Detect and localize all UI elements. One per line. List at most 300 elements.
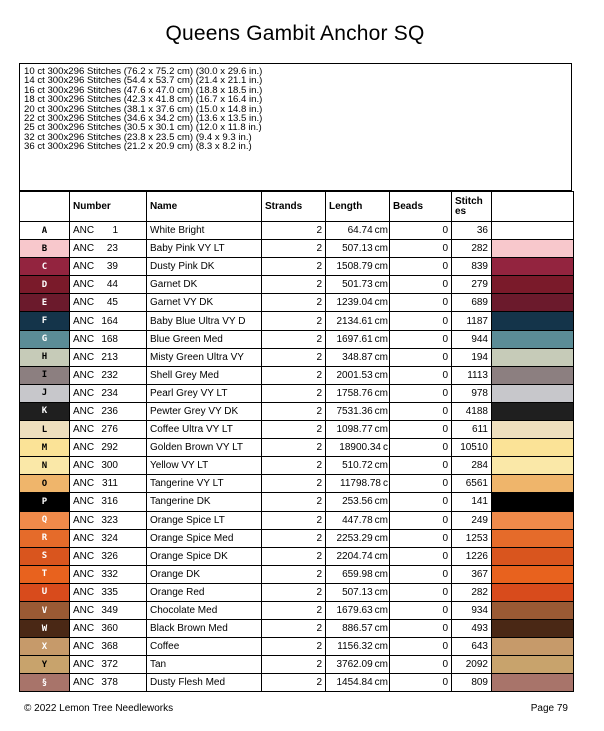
symbol-cell: M: [20, 439, 70, 457]
symbol-cell: X: [20, 638, 70, 656]
length-cell: [326, 565, 390, 583]
length-unit: c: [383, 478, 388, 490]
header-symbol: [20, 192, 70, 222]
color-swatch: [492, 493, 574, 511]
strands-cell: 2: [262, 312, 326, 330]
table-header-row: [20, 192, 574, 222]
strands-cell: 2: [262, 258, 326, 276]
symbol-cell: K: [20, 402, 70, 420]
thread-number-cell: [70, 402, 147, 420]
thread-number: 332: [101, 568, 118, 580]
length-unit: cm: [374, 297, 388, 309]
thread-number: 372: [101, 659, 118, 671]
thread-number-cell: [70, 620, 147, 638]
brand-label: ANC: [73, 532, 95, 544]
length-value: 2134.61: [336, 315, 373, 327]
brand-label: ANC: [73, 442, 95, 454]
thread-name-cell: Pearl Grey VY LT: [147, 384, 262, 402]
thread-number: 300: [101, 460, 118, 472]
strands-cell: 2: [262, 439, 326, 457]
thread-number-cell: [70, 511, 147, 529]
thread-number-cell: [70, 312, 147, 330]
strands-cell: 2: [262, 601, 326, 619]
brand-label: ANC: [73, 568, 95, 580]
thread-number: 45: [106, 297, 118, 309]
color-swatch: [492, 294, 574, 312]
symbol-cell: E: [20, 294, 70, 312]
thread-number-cell: [70, 276, 147, 294]
thread-name-cell: Orange Red: [147, 583, 262, 601]
thread-name-cell: Orange Spice DK: [147, 547, 262, 565]
length-value: 1679.63: [336, 605, 373, 617]
stitches-cell: 934: [452, 601, 492, 619]
thread-number: 168: [101, 333, 118, 345]
header-strands: Strands: [262, 192, 326, 222]
length-unit: cm: [374, 514, 388, 526]
copyright: © 2022 Lemon Tree Needleworks: [24, 703, 174, 714]
symbol-cell: §: [20, 674, 70, 692]
brand-label: ANC: [73, 586, 95, 598]
table-row: [20, 384, 574, 402]
length-value: 1697.61: [336, 333, 373, 345]
length-unit: cm: [374, 243, 388, 255]
color-swatch: [492, 384, 574, 402]
length-cell: [326, 240, 390, 258]
brand-label: ANC: [73, 460, 95, 472]
stitches-cell: 279: [452, 276, 492, 294]
stitches-cell: 1253: [452, 529, 492, 547]
thread-name-cell: Garnet DK: [147, 276, 262, 294]
length-value: 510.72: [342, 460, 373, 472]
length-value: 1098.77: [336, 424, 373, 436]
length-unit: cm: [374, 623, 388, 635]
thread-name-cell: Tan: [147, 656, 262, 674]
symbol-cell: O: [20, 475, 70, 493]
length-value: 447.78: [342, 514, 373, 526]
length-value: 1156.32: [337, 641, 373, 653]
brand-label: ANC: [73, 641, 95, 653]
thread-number-cell: [70, 638, 147, 656]
thread-number: 326: [101, 550, 118, 562]
thread-name-cell: Tangerine VY LT: [147, 475, 262, 493]
thread-number: 44: [106, 279, 118, 291]
symbol-cell: T: [20, 565, 70, 583]
header-length: Length: [326, 192, 390, 222]
color-swatch: [492, 276, 574, 294]
strands-cell: 2: [262, 294, 326, 312]
header-stitches-line2: es: [455, 205, 467, 217]
thread-name-cell: Shell Grey Med: [147, 366, 262, 384]
length-unit: cm: [374, 261, 388, 273]
color-swatch: [492, 674, 574, 692]
stitches-cell: 1226: [452, 547, 492, 565]
table-row: [20, 620, 574, 638]
table-row: [20, 457, 574, 475]
fabric-sizes-box: [19, 63, 572, 191]
table-row: [20, 439, 574, 457]
thread-name-cell: Golden Brown VY LT: [147, 439, 262, 457]
color-swatch: [492, 565, 574, 583]
symbol-cell: N: [20, 457, 70, 475]
thread-number-cell: [70, 330, 147, 348]
symbol-cell: V: [20, 601, 70, 619]
brand-label: ANC: [73, 351, 95, 363]
length-cell: [326, 475, 390, 493]
length-unit: cm: [374, 387, 388, 399]
thread-name-cell: Blue Green Med: [147, 330, 262, 348]
stitches-cell: 643: [452, 638, 492, 656]
length-unit: cm: [374, 568, 388, 580]
color-swatch: [492, 601, 574, 619]
length-cell: [326, 511, 390, 529]
length-unit: cm: [374, 641, 388, 653]
length-cell: [326, 457, 390, 475]
thread-name-cell: Orange DK: [147, 565, 262, 583]
thread-number-cell: [70, 656, 147, 674]
color-swatch: [492, 583, 574, 601]
strands-cell: 2: [262, 674, 326, 692]
length-cell: [326, 366, 390, 384]
brand-label: ANC: [73, 424, 95, 436]
stitches-cell: 6561: [452, 475, 492, 493]
stitches-cell: 978: [452, 384, 492, 402]
brand-label: ANC: [73, 659, 95, 671]
beads-cell: 0: [390, 674, 452, 692]
symbol-cell: W: [20, 620, 70, 638]
symbol-cell: J: [20, 384, 70, 402]
strands-cell: 2: [262, 402, 326, 420]
beads-cell: 0: [390, 457, 452, 475]
length-value: 1454.84: [336, 677, 373, 689]
table-row: [20, 240, 574, 258]
thread-number-cell: [70, 384, 147, 402]
page-title: Queens Gambit Anchor SQ: [165, 22, 425, 45]
thread-number: 213: [101, 351, 118, 363]
stitches-cell: 249: [452, 511, 492, 529]
stitches-cell: 944: [452, 330, 492, 348]
table-row: [20, 222, 574, 240]
length-unit: cm: [374, 315, 388, 327]
color-swatch: [492, 529, 574, 547]
color-swatch: [492, 421, 574, 439]
length-cell: [326, 583, 390, 601]
thread-table: [19, 191, 574, 692]
stitches-cell: 493: [452, 620, 492, 638]
header-stitches-line1: Stitch: [455, 195, 483, 207]
length-value: 1508.79: [336, 261, 373, 273]
table-row: [20, 674, 574, 692]
strands-cell: 2: [262, 511, 326, 529]
thread-name-cell: Dusty Pink DK: [147, 258, 262, 276]
color-swatch: [492, 222, 574, 240]
stitches-cell: 2092: [452, 656, 492, 674]
length-value: 886.57: [342, 623, 373, 635]
color-swatch: [492, 330, 574, 348]
thread-number-cell: [70, 601, 147, 619]
color-swatch: [492, 638, 574, 656]
length-cell: [326, 439, 390, 457]
thread-number-cell: [70, 421, 147, 439]
thread-number: 1: [112, 225, 118, 237]
beads-cell: 0: [390, 276, 452, 294]
length-unit: cm: [374, 677, 388, 689]
symbol-cell: D: [20, 276, 70, 294]
beads-cell: 0: [390, 620, 452, 638]
thread-number: 292: [101, 442, 118, 454]
beads-cell: 0: [390, 258, 452, 276]
length-cell: [326, 384, 390, 402]
table-row: [20, 565, 574, 583]
length-value: 501.73: [342, 279, 373, 291]
fabric-size-line: 10 ct 300x296 Stitches (76.2 x 75.2 cm) (30.0 x 29.6 in.): [24, 66, 263, 77]
beads-cell: 0: [390, 222, 452, 240]
length-value: 507.13: [342, 586, 373, 598]
table-row: [20, 511, 574, 529]
thread-number: 232: [101, 369, 118, 381]
color-swatch: [492, 348, 574, 366]
brand-label: ANC: [73, 225, 95, 237]
brand-label: ANC: [73, 605, 95, 617]
beads-cell: 0: [390, 384, 452, 402]
symbol-cell: F: [20, 312, 70, 330]
stitches-cell: 689: [452, 294, 492, 312]
brand-label: ANC: [73, 514, 95, 526]
beads-cell: 0: [390, 366, 452, 384]
thread-number-cell: [70, 439, 147, 457]
beads-cell: 0: [390, 656, 452, 674]
length-value: 7531.36: [336, 405, 373, 417]
symbol-cell: A: [20, 222, 70, 240]
length-unit: c: [383, 442, 388, 454]
fabric-size-line: 18 ct 300x296 Stitches (42.3 x 41.8 cm) (16.7 x 16.4 in.): [24, 94, 263, 106]
brand-label: ANC: [73, 369, 95, 381]
strands-cell: 2: [262, 330, 326, 348]
length-cell: [326, 330, 390, 348]
beads-cell: 0: [390, 402, 452, 420]
page-number: Page 79: [530, 703, 568, 714]
header-name: Name: [147, 192, 262, 222]
thread-name-cell: Black Brown Med: [147, 620, 262, 638]
length-value: 2204.74: [336, 550, 373, 562]
thread-number-cell: [70, 493, 147, 511]
length-unit: cm: [374, 496, 388, 508]
thread-name-cell: Baby Pink VY LT: [147, 240, 262, 258]
strands-cell: 2: [262, 421, 326, 439]
length-unit: cm: [374, 532, 388, 544]
strands-cell: 2: [262, 240, 326, 258]
color-swatch: [492, 620, 574, 638]
thread-name-cell: Misty Green Ultra VY: [147, 348, 262, 366]
table-row: [20, 656, 574, 674]
strands-cell: 2: [262, 384, 326, 402]
color-swatch: [492, 402, 574, 420]
fabric-size-line: 32 ct 300x296 Stitches (23.8 x 23.5 cm) (9.4 x 9.3 in.): [24, 131, 252, 143]
length-cell: [326, 258, 390, 276]
length-value: 659.98: [342, 568, 373, 580]
thread-number: 324: [101, 532, 118, 544]
beads-cell: 0: [390, 240, 452, 258]
thread-number-cell: [70, 565, 147, 583]
beads-cell: 0: [390, 493, 452, 511]
table-row: [20, 402, 574, 420]
beads-cell: 0: [390, 294, 452, 312]
length-unit: cm: [374, 333, 388, 345]
color-swatch: [492, 475, 574, 493]
length-cell: [326, 656, 390, 674]
thread-number-cell: [70, 222, 147, 240]
thread-number-cell: [70, 258, 147, 276]
length-cell: [326, 348, 390, 366]
table-row: [20, 312, 574, 330]
length-unit: cm: [374, 369, 388, 381]
symbol-cell: I: [20, 366, 70, 384]
table-row: [20, 366, 574, 384]
thread-name-cell: Dusty Flesh Med: [147, 674, 262, 692]
thread-number: 236: [101, 405, 118, 417]
stitches-cell: 1187: [452, 312, 492, 330]
thread-number-cell: [70, 547, 147, 565]
color-swatch: [492, 656, 574, 674]
beads-cell: 0: [390, 312, 452, 330]
length-cell: [326, 222, 390, 240]
fabric-size-line: 16 ct 300x296 Stitches (47.6 x 47.0 cm) (18.8 x 18.5 in.): [24, 84, 263, 96]
thread-name-cell: White Bright: [147, 222, 262, 240]
stitches-cell: 839: [452, 258, 492, 276]
thread-number-cell: [70, 348, 147, 366]
beads-cell: 0: [390, 511, 452, 529]
length-value: 11798.78: [340, 478, 381, 490]
beads-cell: 0: [390, 439, 452, 457]
length-cell: [326, 638, 390, 656]
length-cell: [326, 402, 390, 420]
length-cell: [326, 294, 390, 312]
thread-name-cell: Coffee: [147, 638, 262, 656]
stitches-cell: 36: [452, 222, 492, 240]
header-number: Number: [70, 192, 147, 222]
length-cell: [326, 601, 390, 619]
thread-name-cell: Yellow VY LT: [147, 457, 262, 475]
thread-name-cell: Pewter Grey VY DK: [147, 402, 262, 420]
thread-number-cell: [70, 674, 147, 692]
header-stitches: [452, 192, 492, 222]
color-swatch: [492, 511, 574, 529]
color-swatch: [492, 366, 574, 384]
color-swatch: [492, 312, 574, 330]
length-cell: [326, 312, 390, 330]
thread-name-cell: Chocolate Med: [147, 601, 262, 619]
length-cell: [326, 276, 390, 294]
thread-number: 349: [101, 605, 118, 617]
symbol-cell: C: [20, 258, 70, 276]
brand-label: ANC: [73, 405, 95, 417]
strands-cell: 2: [262, 547, 326, 565]
stitches-cell: 10510: [452, 439, 492, 457]
brand-label: ANC: [73, 333, 95, 345]
strands-cell: 2: [262, 366, 326, 384]
table-row: [20, 601, 574, 619]
table-row: [20, 493, 574, 511]
stitches-cell: 141: [452, 493, 492, 511]
beads-cell: 0: [390, 330, 452, 348]
thread-number-cell: [70, 240, 147, 258]
beads-cell: 0: [390, 583, 452, 601]
fabric-size-line: 22 ct 300x296 Stitches (34.6 x 34.2 cm) (13.6 x 13.5 in.): [24, 113, 263, 125]
table-row: [20, 638, 574, 656]
length-unit: cm: [374, 279, 388, 291]
beads-cell: 0: [390, 475, 452, 493]
thread-name-cell: Orange Spice Med: [147, 529, 262, 547]
thread-number: 234: [101, 387, 118, 399]
brand-label: ANC: [73, 623, 95, 635]
length-value: 1758.76: [336, 387, 373, 399]
strands-cell: 2: [262, 583, 326, 601]
length-cell: [326, 547, 390, 565]
beads-cell: 0: [390, 547, 452, 565]
symbol-cell: Y: [20, 656, 70, 674]
strands-cell: 2: [262, 638, 326, 656]
symbol-cell: R: [20, 529, 70, 547]
stitches-cell: 367: [452, 565, 492, 583]
thread-number-cell: [70, 583, 147, 601]
stitches-cell: 284: [452, 457, 492, 475]
stitches-cell: 809: [452, 674, 492, 692]
fabric-size-line: 25 ct 300x296 Stitches (30.5 x 30.1 cm) (12.0 x 11.8 in.): [24, 122, 262, 134]
color-swatch: [492, 439, 574, 457]
beads-cell: 0: [390, 565, 452, 583]
table-row: [20, 421, 574, 439]
brand-label: ANC: [73, 387, 95, 399]
symbol-cell: H: [20, 348, 70, 366]
thread-number: 360: [101, 623, 118, 635]
strands-cell: 2: [262, 620, 326, 638]
beads-cell: 0: [390, 529, 452, 547]
stitches-cell: 4188: [452, 402, 492, 420]
length-value: 507.13: [342, 243, 373, 255]
table-row: [20, 294, 574, 312]
header-swatch: [492, 192, 574, 222]
strands-cell: 2: [262, 656, 326, 674]
color-swatch: [492, 240, 574, 258]
length-value: 18900.34: [339, 442, 381, 454]
thread-number: 323: [101, 514, 118, 526]
fabric-size-line: 14 ct 300x296 Stitches (54.4 x 53.7 cm) (21.4 x 21.1 in.): [24, 75, 263, 87]
symbol-cell: G: [20, 330, 70, 348]
thread-number-cell: [70, 457, 147, 475]
length-unit: cm: [374, 424, 388, 436]
length-value: 2253.29: [336, 532, 373, 544]
brand-label: ANC: [73, 677, 95, 689]
brand-label: ANC: [73, 243, 95, 255]
fabric-size-line: 36 ct 300x296 Stitches (21.2 x 20.9 cm) (8.3 x 8.2 in.): [24, 141, 252, 153]
length-unit: cm: [374, 460, 388, 472]
thread-number: 316: [101, 496, 118, 508]
length-unit: cm: [374, 659, 388, 671]
thread-name-cell: Orange Spice LT: [147, 511, 262, 529]
symbol-cell: Q: [20, 511, 70, 529]
table-row: [20, 258, 574, 276]
stitches-cell: 611: [452, 421, 492, 439]
table-row: [20, 330, 574, 348]
thread-number-cell: [70, 294, 147, 312]
thread-number: 368: [101, 641, 118, 653]
stitches-cell: 194: [452, 348, 492, 366]
beads-cell: 0: [390, 601, 452, 619]
strands-cell: 2: [262, 222, 326, 240]
symbol-cell: P: [20, 493, 70, 511]
color-swatch: [492, 258, 574, 276]
length-unit: cm: [374, 405, 388, 417]
color-swatch: [492, 457, 574, 475]
